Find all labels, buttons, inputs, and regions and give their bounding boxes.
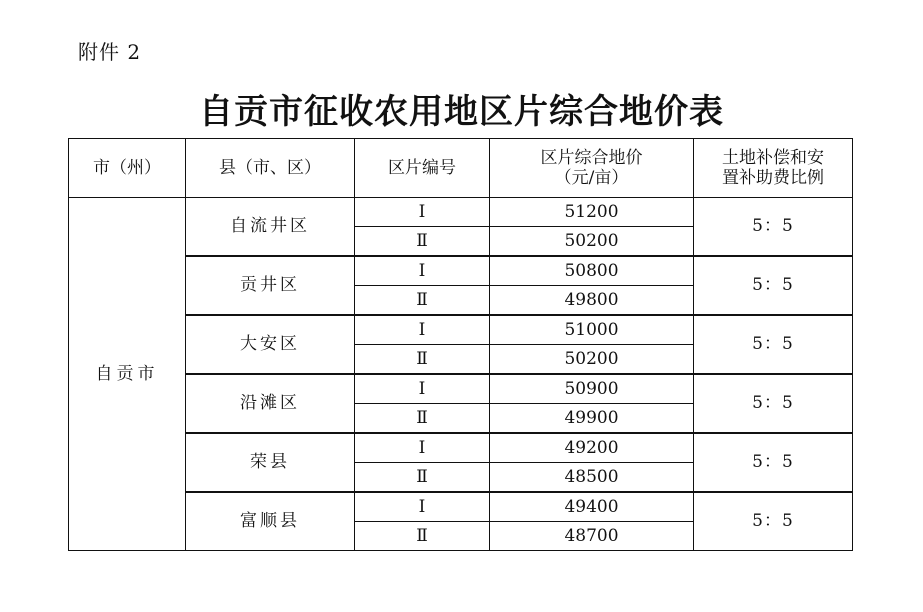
district-name: 自流井区 [186,198,355,257]
zone-code: Ⅰ [355,198,490,227]
district-name: 贡井区 [186,256,355,315]
page-title: 自贡市征收农用地区片综合地价表 [199,92,724,132]
header-price-label: 区片综合地价 [540,147,643,168]
land-price-table [68,138,853,551]
header-ratio-line1: 土地补偿和安 [722,147,824,168]
compensation-ratio: 5：5 [694,374,853,433]
district-name: 大安区 [186,315,355,374]
attachment-label: 附件 2 [78,40,142,64]
table-row [69,315,853,345]
zone-code: Ⅱ [355,404,490,434]
zone-price: 51200 [490,198,694,227]
city-cell: 自贡市 [69,198,186,551]
table-row [69,374,853,404]
table-row [69,256,853,286]
zone-code: Ⅱ [355,522,490,551]
table-row [69,198,853,227]
header-ratio-line2: 置补助费比例 [722,168,824,188]
zone-code: Ⅰ [355,492,490,522]
header-price-unit: （元/亩） [554,168,629,188]
compensation-ratio: 5：5 [694,315,853,374]
compensation-ratio: 5：5 [694,256,853,315]
zone-price: 51000 [490,315,694,345]
compensation-ratio: 5：5 [694,492,853,551]
table-header-row [69,139,853,198]
zone-price: 50200 [490,227,694,257]
header-city: 市（州） [69,139,186,198]
compensation-ratio: 5：5 [694,433,853,492]
zone-price: 49800 [490,286,694,316]
zone-code: Ⅰ [355,433,490,463]
zone-code: Ⅱ [355,286,490,316]
district-name: 沿滩区 [186,374,355,433]
zone-price: 50800 [490,256,694,286]
zone-price: 50200 [490,345,694,375]
district-name: 荣县 [186,433,355,492]
zone-price: 49400 [490,492,694,522]
table-row [69,433,853,463]
table-row [69,492,853,522]
zone-price: 50900 [490,374,694,404]
header-ratio [694,139,853,198]
zone-code: Ⅰ [355,315,490,345]
district-name: 富顺县 [186,492,355,551]
header-county: 县（市、区） [186,139,355,198]
zone-price: 48500 [490,463,694,493]
zone-price: 49200 [490,433,694,463]
compensation-ratio: 5：5 [694,198,853,257]
zone-code: Ⅱ [355,463,490,493]
header-price [490,139,694,198]
header-zone-code: 区片编号 [355,139,490,198]
zone-code: Ⅰ [355,374,490,404]
zone-code: Ⅱ [355,345,490,375]
zone-price: 48700 [490,522,694,551]
zone-code: Ⅱ [355,227,490,257]
zone-price: 49900 [490,404,694,434]
zone-code: Ⅰ [355,256,490,286]
